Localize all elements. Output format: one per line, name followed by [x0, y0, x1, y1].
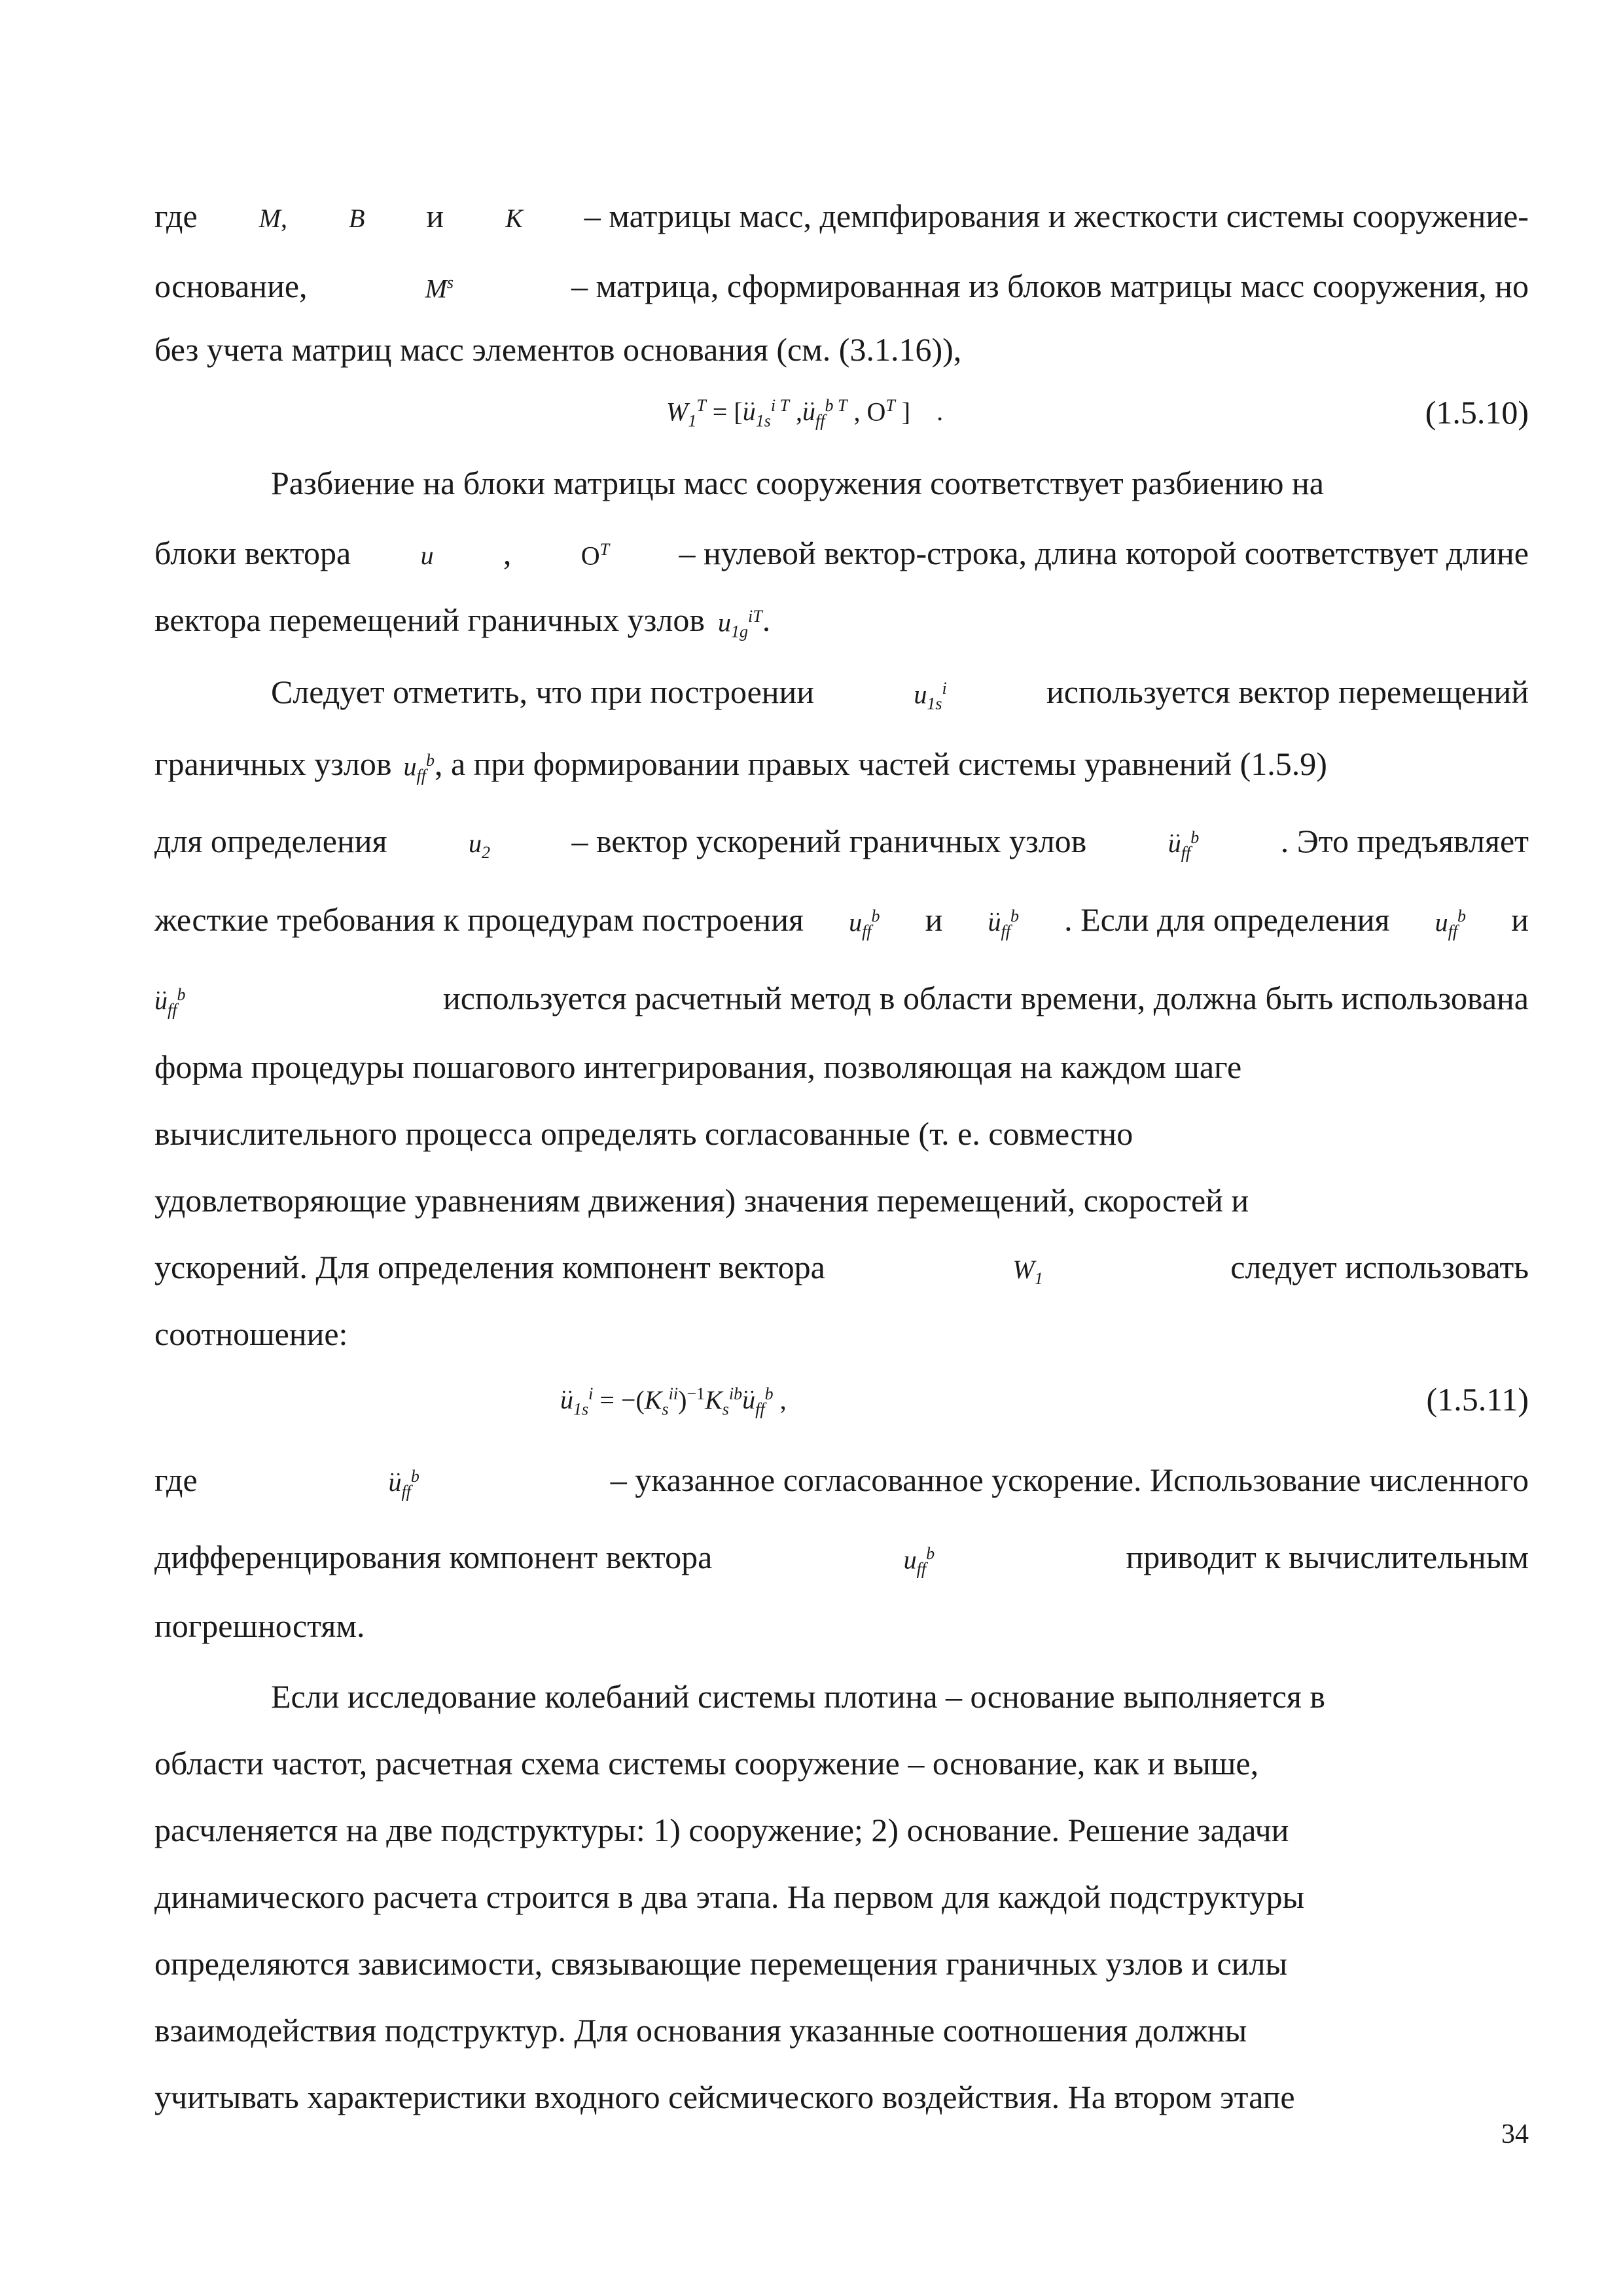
equation-1-5-11: .. $u_{1s}^i = -(K_s^{ii})^{-1}K_s^{ib}$.. $u_{ff}^b$ , — [560, 1374, 787, 1429]
text-line: соотношение: — [154, 1316, 348, 1352]
text-line: без учета матриц масс элементов основания (см. (3.1.16)), — [154, 331, 962, 368]
text-line: области частот, расчетная схема системы сооружение – основание, как и выше, — [154, 1745, 1259, 1782]
text-line: граничных узлов $u_{ff}^b$ , а при формировании правых частей системы уравнений (1.5.9) — [154, 741, 1529, 780]
vector-uff: $u_{ff}^b$ — [849, 906, 880, 941]
matrix-B: B — [348, 204, 365, 233]
page-number: 34 — [1501, 2119, 1529, 2149]
text-line: блоки вектора u , $O^T$ – нулевой вектор-строка, длина которой соответствует длине — [154, 530, 1529, 569]
text-line: для определения $u_2$ – вектор ускорений граничных узлов .. $u_{ff}^b$ . Это предъявляет — [154, 818, 1529, 857]
vector-u2: $u_2$ — [468, 829, 490, 863]
vector-u1s: $u_{1s}^i$ — [914, 679, 947, 713]
text-line: расчленяется на две подструктуры: 1) сооружение; 2) основание. Решение задачи — [154, 1812, 1289, 1848]
text-line: вычислительного процесса определять согласованные (т. е. совместно — [154, 1115, 1133, 1152]
text-line: Следует отметить, что при построении $u_{1s}^i$ используется вектор перемещений — [154, 669, 1529, 708]
vector-W1: $W_1$ — [1012, 1255, 1043, 1288]
text-line: жесткие требования к процедурам построения $u_{ff}^b$ и .. $u_{ff}^b$ . Если для определения $u_{ff}^b$ и — [154, 897, 1529, 936]
text-line: определяются зависимости, связывающие перемещения граничных узлов и силы — [154, 1945, 1288, 1982]
vector-uff-ddot: .. $u_{ff}^b$ — [1168, 818, 1199, 872]
vector-uff: $u_{ff}^b$ — [403, 751, 435, 785]
matrix-K: K — [505, 204, 523, 233]
matrix-Ms: $M^s$ — [425, 273, 454, 304]
text-line: Разбиение на блоки матрицы масс сооружения соответствует разбиению на — [271, 465, 1324, 501]
equation-number: (1.5.10) — [1425, 394, 1529, 431]
text-line: вектора перемещений граничных узлов $u_{1g}^{iT}$ . — [154, 597, 1529, 636]
vector-uff-ddot: .. $u_{ff}^b$ — [388, 1457, 419, 1511]
vector-uff: $u_{ff}^b$ — [1435, 906, 1467, 941]
text-line: где M, B и K – матрицы масс, демпфирования и жесткости системы сооружение- — [154, 196, 1529, 236]
text-line: ускорений. Для определения компонент вектора $W_1$ следует использовать — [154, 1247, 1529, 1287]
text-line: взаимодействия подструктур. Для основания указанные соотношения должны — [154, 2012, 1247, 2049]
text-line: Если исследование колебаний системы плотина – основание выполняется в — [271, 1678, 1326, 1715]
text-line: дифференцирования компонент вектора $u_{ff}^b$ приводит к вычислительным — [154, 1534, 1529, 1573]
document-page — [154, 0, 1529, 2296]
vector-u1g: $u_{1g}^{iT}$ — [718, 607, 762, 641]
vector-uff-ddot: .. $u_{ff}^b$ — [154, 975, 185, 1030]
text-line: где .. $u_{ff}^b$ – указанное согласованное ускорение. Использование численного — [154, 1457, 1529, 1496]
text-line: динамического расчета строится в два этапа. На первом для каждой подструктуры — [154, 1878, 1305, 1915]
vector-u: u — [420, 541, 434, 571]
vector-uff-ddot: .. $u_{ff}^b$ — [988, 897, 1019, 951]
vector-uff: $u_{ff}^b$ — [903, 1544, 935, 1579]
zero-vector: $O^T$ — [580, 540, 610, 571]
equation-number: (1.5.11) — [1426, 1381, 1529, 1418]
text-line: удовлетворяющие уравнениям движения) значения перемещений, скоростей и — [154, 1182, 1249, 1219]
text-line: основание, $M^s$ – матрица, сформированная из блоков матрицы масс сооружения, но — [154, 263, 1529, 302]
text-line: учитывать характеристики входного сейсмического воздействия. На втором этапе — [154, 2079, 1295, 2115]
matrix-M: M, — [259, 204, 287, 233]
text-line: .. $u_{ff}^b$ используется расчетный метод в области времени, должна быть использована — [154, 975, 1529, 1014]
text-line: погрешностям. — [154, 1607, 365, 1644]
equation-1-5-10: $W_1^T$ = [.. $u_{1s}^{i T}$ ,.. $u_{ff}^{b T}$ , $O^T$ ] . — [666, 386, 943, 440]
text-line: форма процедуры пошагового интегрирования, позволяющая на каждом шаге — [154, 1049, 1242, 1085]
